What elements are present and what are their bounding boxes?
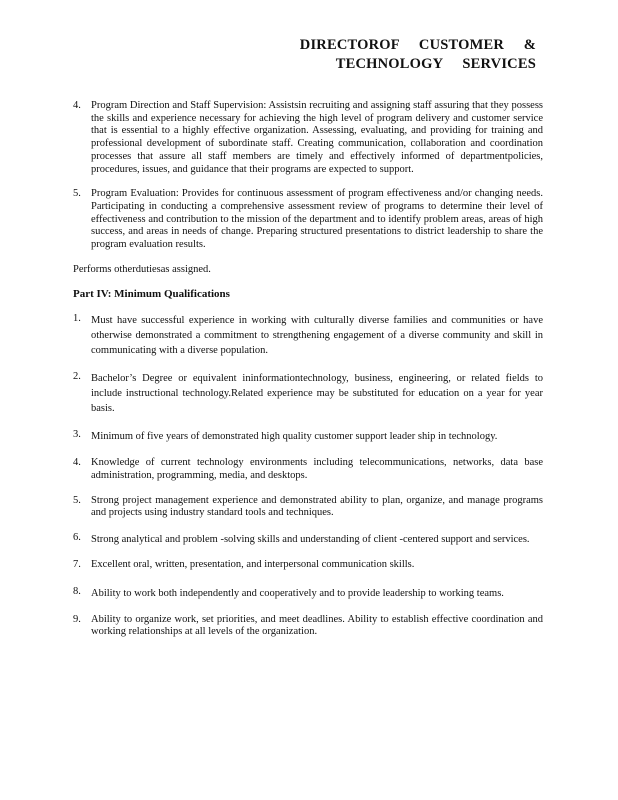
qualification-number: 9. (73, 613, 81, 625)
qualification-text: Ability to work both independently and cooperatively and to provide leadership to working teams. (91, 587, 504, 599)
qualification-text: Bachelor’s Degree or equivalent ininformationtechnology, business, engineering, or related fields to include instructional technology.Related experience may be substituted for education on a year for year basis. (91, 373, 543, 415)
qualification-text: Minimum of five years of demonstrated high quality customer support leader ship in technology. (91, 431, 498, 443)
qualification-item (73, 614, 543, 639)
qualification-number: 7. (73, 558, 81, 570)
other-duties-line: Performs otherdutiesas assigned. (73, 263, 211, 275)
qualification-text: Must have successful experience in working with culturally diverse families and communities or have otherwise demonstrated a commitment to strengthening engagement of a diverse community and skill in communicating with a diverse population. (91, 315, 543, 357)
duty-item (73, 188, 543, 252)
qualification-item (73, 371, 543, 416)
section-heading: Part IV: Minimum Qualifications (73, 288, 230, 301)
qualification-text: Strong project management experience and demonstrated ability to plan, organize, and manage programs and projects using industry standard tools and techniques. (91, 494, 543, 519)
qualification-item (73, 586, 543, 601)
qualification-number: 3. (73, 429, 81, 441)
qualification-item (73, 313, 543, 358)
qualification-text: Strong analytical and problem -solving skills and understanding of client -centered support and services. (91, 533, 530, 545)
qualification-text: Excellent oral, written, presentation, and interpersonal communication skills. (91, 558, 415, 570)
qualification-item (73, 532, 543, 547)
qualification-text: Knowledge of current technology environments including telecommunications, networks, data base administration, programming, media, and desktops. (91, 457, 543, 481)
duty-text: Program Direction and Staff Supervision: Assistsin recruiting and assigning staff assuring that they possess the skills and experience necessary for achieving the high level of program delivery and customer service that is essential to a highly effective organization. Assessing, evaluating, and providing for training and professional development of subordinate staff. Creating communication, collaboration and coordination processes that assure all staff members are timely and effectively informed of departmentpolicies, procedures, issues, and guidance that their programs are expected to support. (91, 100, 543, 175)
qualification-number: 6. (73, 531, 81, 543)
qualification-number: 4. (73, 457, 81, 469)
qualification-text: Ability to organize work, set priorities, and meet deadlines. Ability to establish effective coordination and working relationships at all levels of the organization. (91, 613, 543, 638)
duty-number: 5. (73, 188, 81, 200)
qualification-number: 1. (73, 313, 81, 325)
qualification-item (73, 495, 543, 520)
title-line-2: TECHNOLOGY SERVICES (335, 56, 536, 72)
duty-item (73, 100, 543, 176)
qualification-number: 5. (73, 494, 81, 506)
qualification-item (73, 559, 543, 572)
qualification-item (73, 429, 543, 444)
qualification-item (73, 457, 543, 482)
title-line-1: DIRECTOROF CUSTOMER & (299, 37, 536, 53)
document-body (73, 100, 543, 639)
qualification-number: 2. (73, 371, 81, 383)
duty-number: 4. (73, 100, 81, 111)
document-title (300, 36, 536, 74)
qualification-number: 8. (73, 585, 81, 597)
duty-text: Program Evaluation: Provides for continuous assessment of program effectiveness and/or changing needs. Participating in conducting a comprehensive assessment review of programs to determine their level of effectiveness and contribution to the mission of the department and to identify problem areas, areas of high success, and areas in needs of change. Preparing structured presentations to district leadership to share the program evaluation results. (91, 188, 543, 251)
